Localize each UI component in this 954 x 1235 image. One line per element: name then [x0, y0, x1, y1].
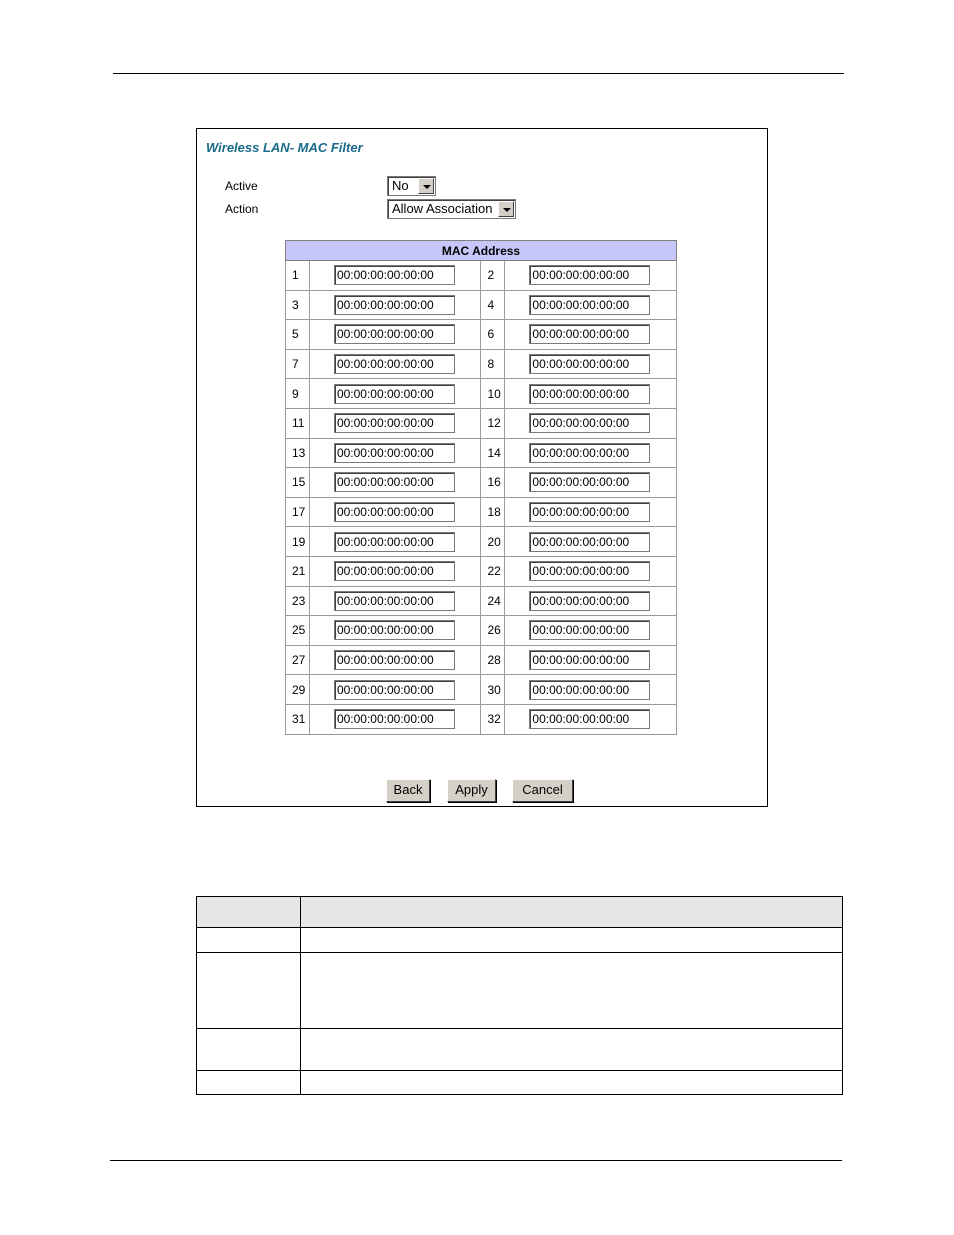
- mac-entry-number: 5: [286, 320, 310, 350]
- mac-entry-number: 23: [286, 586, 310, 616]
- mac-cell: [309, 704, 481, 734]
- mac-cell: [309, 438, 481, 468]
- mac-entry-number: 15: [286, 468, 310, 498]
- active-label: Active: [225, 179, 258, 193]
- mac-entry-number: 31: [286, 704, 310, 734]
- title-divider: [206, 164, 756, 165]
- mac-entry-number: 28: [481, 645, 505, 675]
- mac-entry-number: 9: [286, 379, 310, 409]
- mac-cell: [309, 586, 481, 616]
- mac-entry-number: 21: [286, 556, 310, 586]
- mac-address-input[interactable]: 00:00:00:00:00:00: [529, 295, 650, 315]
- description-table-cell: [301, 1029, 843, 1071]
- page-top-rule: [113, 73, 844, 74]
- mac-address-input[interactable]: 00:00:00:00:00:00: [529, 561, 650, 581]
- mac-cell: [309, 675, 481, 705]
- mac-address-input[interactable]: 00:00:00:00:00:00: [529, 472, 650, 492]
- mac-cell: [505, 704, 677, 734]
- mac-address-input[interactable]: 00:00:00:00:00:00: [529, 620, 650, 640]
- table-row: [286, 349, 677, 379]
- mac-entry-number: 26: [481, 616, 505, 646]
- panel-title: Wireless LAN- MAC Filter: [206, 140, 363, 155]
- table-row: [286, 497, 677, 527]
- mac-entry-number: 13: [286, 438, 310, 468]
- mac-entry-number: 3: [286, 290, 310, 320]
- cancel-button[interactable]: Cancel: [512, 779, 573, 802]
- mac-address-input[interactable]: 00:00:00:00:00:00: [529, 591, 650, 611]
- mac-cell: [505, 349, 677, 379]
- mac-cell: [309, 497, 481, 527]
- mac-entry-number: 7: [286, 349, 310, 379]
- description-table-cell: [197, 928, 301, 953]
- mac-address-input[interactable]: 00:00:00:00:00:00: [334, 532, 455, 552]
- mac-entry-number: 17: [286, 497, 310, 527]
- mac-address-input[interactable]: 00:00:00:00:00:00: [334, 650, 455, 670]
- mac-cell: [505, 290, 677, 320]
- mac-address-input[interactable]: 00:00:00:00:00:00: [334, 620, 455, 640]
- mac-cell: [309, 408, 481, 438]
- action-select-value: Allow Association: [392, 201, 493, 216]
- action-label: Action: [225, 202, 259, 216]
- mac-address-input[interactable]: 00:00:00:00:00:00: [529, 384, 650, 404]
- description-table-row: [197, 1071, 843, 1095]
- mac-entry-number: 11: [286, 408, 310, 438]
- mac-cell: [309, 349, 481, 379]
- table-row: [286, 261, 677, 291]
- mac-entry-number: 30: [481, 675, 505, 705]
- mac-filter-panel: [196, 128, 768, 807]
- apply-button[interactable]: Apply: [447, 779, 496, 802]
- mac-address-input[interactable]: 00:00:00:00:00:00: [334, 413, 455, 433]
- bottom-divider: [206, 758, 756, 759]
- mac-cell: [309, 468, 481, 498]
- page-bottom-rule: [110, 1160, 842, 1161]
- mac-cell: [309, 290, 481, 320]
- mac-entry-number: 10: [481, 379, 505, 409]
- mac-address-input[interactable]: 00:00:00:00:00:00: [529, 502, 650, 522]
- mac-address-input[interactable]: 00:00:00:00:00:00: [334, 472, 455, 492]
- mac-cell: [505, 497, 677, 527]
- active-select[interactable]: [387, 176, 436, 196]
- table-row: [286, 379, 677, 409]
- table-row: [286, 320, 677, 350]
- mac-address-input[interactable]: 00:00:00:00:00:00: [334, 384, 455, 404]
- description-table-row: [197, 928, 843, 953]
- description-table-row: [197, 953, 843, 1029]
- mac-entry-number: 25: [286, 616, 310, 646]
- mac-entry-number: 20: [481, 527, 505, 557]
- mac-address-input[interactable]: 00:00:00:00:00:00: [334, 295, 455, 315]
- table-row: [286, 468, 677, 498]
- table-row: [286, 290, 677, 320]
- mac-entry-number: 19: [286, 527, 310, 557]
- description-table-cell: [197, 953, 301, 1029]
- mac-address-input[interactable]: 00:00:00:00:00:00: [334, 709, 455, 729]
- mac-cell: [309, 527, 481, 557]
- mac-address-input[interactable]: 00:00:00:00:00:00: [529, 680, 650, 700]
- table-row: [286, 616, 677, 646]
- mac-cell: [505, 408, 677, 438]
- mac-cell: [309, 645, 481, 675]
- table-row: [286, 556, 677, 586]
- mac-entry-number: 12: [481, 408, 505, 438]
- mac-cell: [505, 616, 677, 646]
- table-row: [286, 527, 677, 557]
- mac-address-input[interactable]: 00:00:00:00:00:00: [334, 502, 455, 522]
- mac-address-input[interactable]: 00:00:00:00:00:00: [529, 265, 650, 285]
- chevron-down-icon[interactable]: [498, 201, 514, 217]
- mac-entry-number: 1: [286, 261, 310, 291]
- mac-address-input[interactable]: 00:00:00:00:00:00: [529, 324, 650, 344]
- mac-entry-number: 18: [481, 497, 505, 527]
- mac-entry-number: 14: [481, 438, 505, 468]
- mac-cell: [309, 616, 481, 646]
- mac-entry-number: 22: [481, 556, 505, 586]
- mac-cell: [309, 320, 481, 350]
- description-table-header-row: [197, 897, 843, 928]
- mac-address-input[interactable]: 00:00:00:00:00:00: [529, 413, 650, 433]
- mac-address-input[interactable]: 00:00:00:00:00:00: [334, 324, 455, 344]
- back-button[interactable]: Back: [386, 779, 430, 802]
- table-row: [286, 675, 677, 705]
- mac-address-input[interactable]: 00:00:00:00:00:00: [334, 443, 455, 463]
- mac-entry-number: 8: [481, 349, 505, 379]
- description-table-cell: [197, 1071, 301, 1095]
- mac-address-input[interactable]: 00:00:00:00:00:00: [529, 354, 650, 374]
- description-table-cell: [301, 897, 843, 928]
- mac-address-input[interactable]: 00:00:00:00:00:00: [334, 680, 455, 700]
- mac-cell: [505, 261, 677, 291]
- mac-cell: [309, 379, 481, 409]
- mac-address-input[interactable]: 00:00:00:00:00:00: [334, 591, 455, 611]
- mac-cell: [505, 556, 677, 586]
- mac-entry-number: 29: [286, 675, 310, 705]
- description-table-cell: [301, 1071, 843, 1095]
- table-row: [286, 408, 677, 438]
- description-table: [196, 896, 843, 1095]
- mac-address-header: MAC Address: [286, 241, 677, 261]
- mac-address-input[interactable]: 00:00:00:00:00:00: [529, 443, 650, 463]
- mac-cell: [309, 261, 481, 291]
- mac-cell: [505, 379, 677, 409]
- description-table-cell: [197, 1029, 301, 1071]
- mac-cell: [505, 645, 677, 675]
- mac-address-input[interactable]: 00:00:00:00:00:00: [529, 650, 650, 670]
- mac-entry-number: 32: [481, 704, 505, 734]
- mac-address-input[interactable]: 00:00:00:00:00:00: [334, 561, 455, 581]
- mac-address-input[interactable]: 00:00:00:00:00:00: [529, 532, 650, 552]
- mac-address-input[interactable]: 00:00:00:00:00:00: [334, 265, 455, 285]
- table-row: [286, 586, 677, 616]
- mac-entry-number: 4: [481, 290, 505, 320]
- mac-cell: [505, 675, 677, 705]
- table-row: [286, 645, 677, 675]
- mac-entry-number: 27: [286, 645, 310, 675]
- description-table-cell: [301, 953, 843, 1029]
- mac-entry-number: 6: [481, 320, 505, 350]
- active-select-value: No: [392, 178, 409, 193]
- mac-address-input[interactable]: 00:00:00:00:00:00: [334, 354, 455, 374]
- description-table-cell: [197, 897, 301, 928]
- chevron-down-icon[interactable]: [418, 178, 434, 194]
- mac-cell: [505, 468, 677, 498]
- mac-cell: [309, 556, 481, 586]
- mac-address-input[interactable]: 00:00:00:00:00:00: [529, 709, 650, 729]
- action-select[interactable]: [387, 199, 516, 219]
- mac-entry-number: 24: [481, 586, 505, 616]
- table-row: [286, 704, 677, 734]
- table-row: [286, 438, 677, 468]
- mac-cell: [505, 527, 677, 557]
- mac-cell: [505, 438, 677, 468]
- mac-entry-number: 2: [481, 261, 505, 291]
- mac-cell: [505, 320, 677, 350]
- mac-entry-number: 16: [481, 468, 505, 498]
- mac-address-table: [285, 240, 677, 735]
- mac-cell: [505, 586, 677, 616]
- description-table-cell: [301, 928, 843, 953]
- description-table-row: [197, 1029, 843, 1071]
